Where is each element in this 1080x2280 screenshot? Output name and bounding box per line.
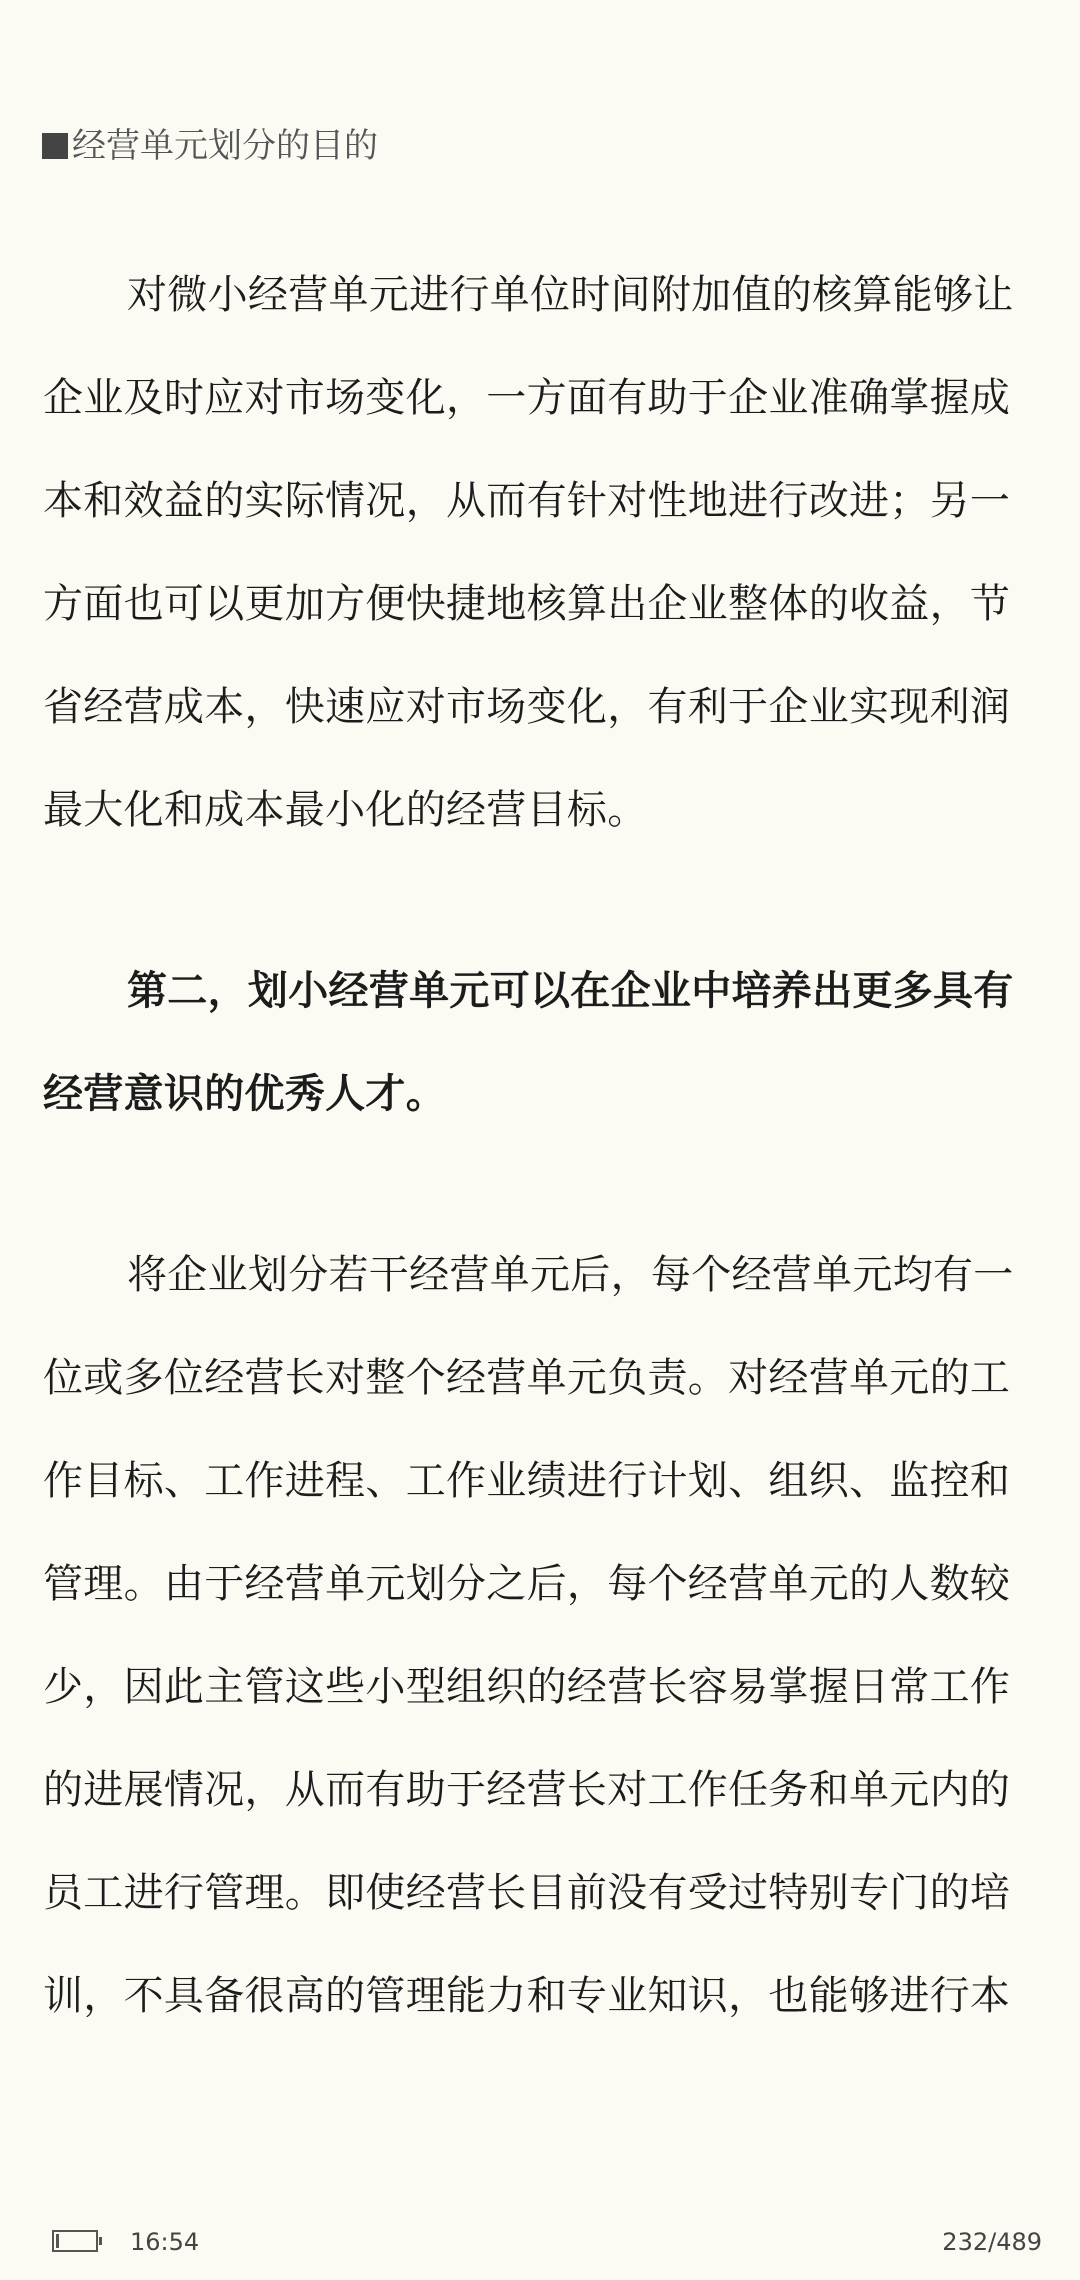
text-line: 员工进行管理。即使经营长目前没有受过特别专门的培	[43, 1870, 1011, 1916]
text-line: 少，因此主管这些小型组织的经营长容易掌握日常工作	[43, 1664, 1011, 1710]
text-line: 经营意识的优秀人才。	[43, 1071, 446, 1117]
paragraph-3	[43, 1224, 1038, 2048]
text-line: 训，不具备很高的管理能力和专业知识，也能够进行本	[43, 1973, 1011, 2019]
square-bullet-icon	[42, 133, 68, 159]
text-line: 管理。由于经营单元划分之后，每个经营单元的人数较	[43, 1561, 1011, 1607]
text-line: 最大化和成本最小化的经营目标。	[43, 787, 648, 833]
paragraph-2-heading	[43, 940, 1038, 1146]
text-line: 省经营成本，快速应对市场变化，有利于企业实现利润	[43, 684, 1011, 730]
chapter-header-text: 经营单元划分的目的	[72, 126, 378, 166]
status-bar	[0, 2222, 1080, 2262]
text-line: 将企业划分若干经营单元后，每个经营单元均有一	[127, 1252, 1014, 1298]
text-line: 方面也可以更加方便快捷地核算出企业整体的收益，节	[43, 581, 1011, 627]
battery-icon	[52, 2230, 98, 2252]
clock-time: 16:54	[130, 2228, 200, 2256]
paragraph-1	[43, 244, 1038, 862]
chapter-header	[42, 122, 378, 170]
text-line: 作目标、工作进程、工作业绩进行计划、组织、监控和	[43, 1458, 1011, 1504]
reading-content	[43, 244, 1038, 2048]
text-line: 企业及时应对市场变化，一方面有助于企业准确掌握成	[43, 375, 1011, 421]
text-line: 位或多位经营长对整个经营单元负责。对经营单元的工	[43, 1355, 1011, 1401]
text-line: 对微小经营单元进行单位时间附加值的核算能够让	[127, 272, 1014, 318]
paragraph-gap	[43, 1146, 1038, 1224]
text-line: 第二，划小经营单元可以在企业中培养出更多具有	[127, 968, 1014, 1014]
text-line: 本和效益的实际情况，从而有针对性地进行改进；另一	[43, 478, 1011, 524]
text-line: 的进展情况，从而有助于经营长对工作任务和单元内的	[43, 1767, 1011, 1813]
paragraph-gap	[43, 862, 1038, 940]
page-counter: 232/489	[942, 2228, 1042, 2256]
battery-level-fill	[56, 2234, 59, 2248]
